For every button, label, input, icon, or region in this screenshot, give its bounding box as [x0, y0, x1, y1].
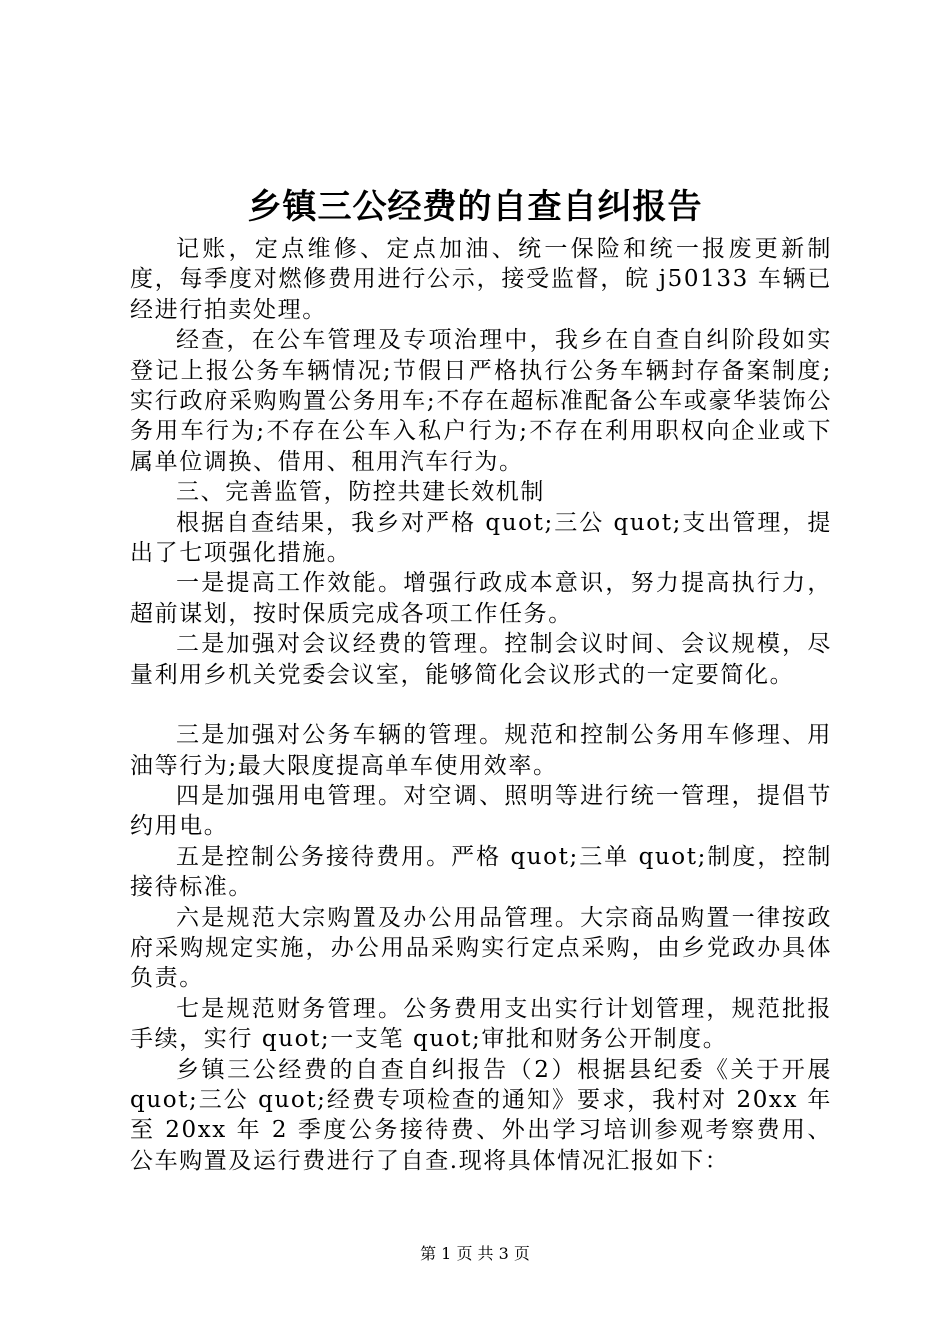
paragraph: 四是加强用电管理。对空调、照明等进行统一管理，提倡节约用电。 — [130, 782, 832, 840]
paragraph: 根据自查结果，我乡对严格 quot;三公 quot;支出管理，提出了七项强化措施。 — [130, 509, 832, 567]
paragraph: 六是规范大宗购置及办公用品管理。大宗商品购置一律按政府采购规定实施，办公用品采购实行定点采购，由乡党政办具体负责。 — [130, 904, 832, 992]
paragraph: 三是加强对公务车辆的管理。规范和控制公务用车修理、用油等行为;最大限度提高单车使用效率。 — [130, 722, 832, 779]
paragraph: 二是加强对会议经费的管理。控制会议时间、会议规模，尽量利用乡机关党委会议室，能够简化会议形式的一定要简化。 — [130, 631, 832, 688]
paragraph: 五是控制公务接待费用。严格 quot;三单 quot;制度，控制接待标准。 — [130, 843, 832, 901]
paragraph: 一是提高工作效能。增强行政成本意识，努力提高执行力，超前谋划，按时保质完成各项工作任务。 — [130, 570, 832, 627]
paragraph: 七是规范财务管理。公务费用支出实行计划管理，规范批报手续，实行 quot;一支笔 quot;审批和财务公开制度。 — [130, 995, 832, 1053]
paragraph: 乡镇三公经费的自查自纠报告（2）根据县纪委《关于开展 quot;三公 quot;经费专项检查的通知》要求，我村对 20xx 年至 20xx 年 2 季度公务接待费、外出学习培训参观考察费用、公车购置及运行费进行了自查.现将具体情况汇报如下： — [130, 1056, 832, 1174]
document-body — [130, 234, 832, 1176]
section-heading: 三、完善监管，防控共建长效机制 — [176, 479, 545, 506]
page-footer: 第 1 页 共 3 页 — [420, 1244, 530, 1263]
paragraph: 经查，在公车管理及专项治理中，我乡在自查自纠阶段如实登记上报公务车辆情况;节假日严格执行公务车辆封存备案制度;实行政府采购购置公务用车;不存在超标准配备公车或豪华装饰公务用车行为;不存在公车入私户行为;不存在利用职权向企业或下属单位调换、借用、租用汽车行为。 — [130, 327, 832, 475]
document-title: 乡镇三公经费的自查自纠报告 — [247, 187, 703, 227]
paragraph: 记账，定点维修、定点加油、统一保险和统一报废更新制度，每季度对燃修费用进行公示，接受监督，皖 j50133 车辆已经进行拍卖处理。 — [130, 236, 832, 323]
